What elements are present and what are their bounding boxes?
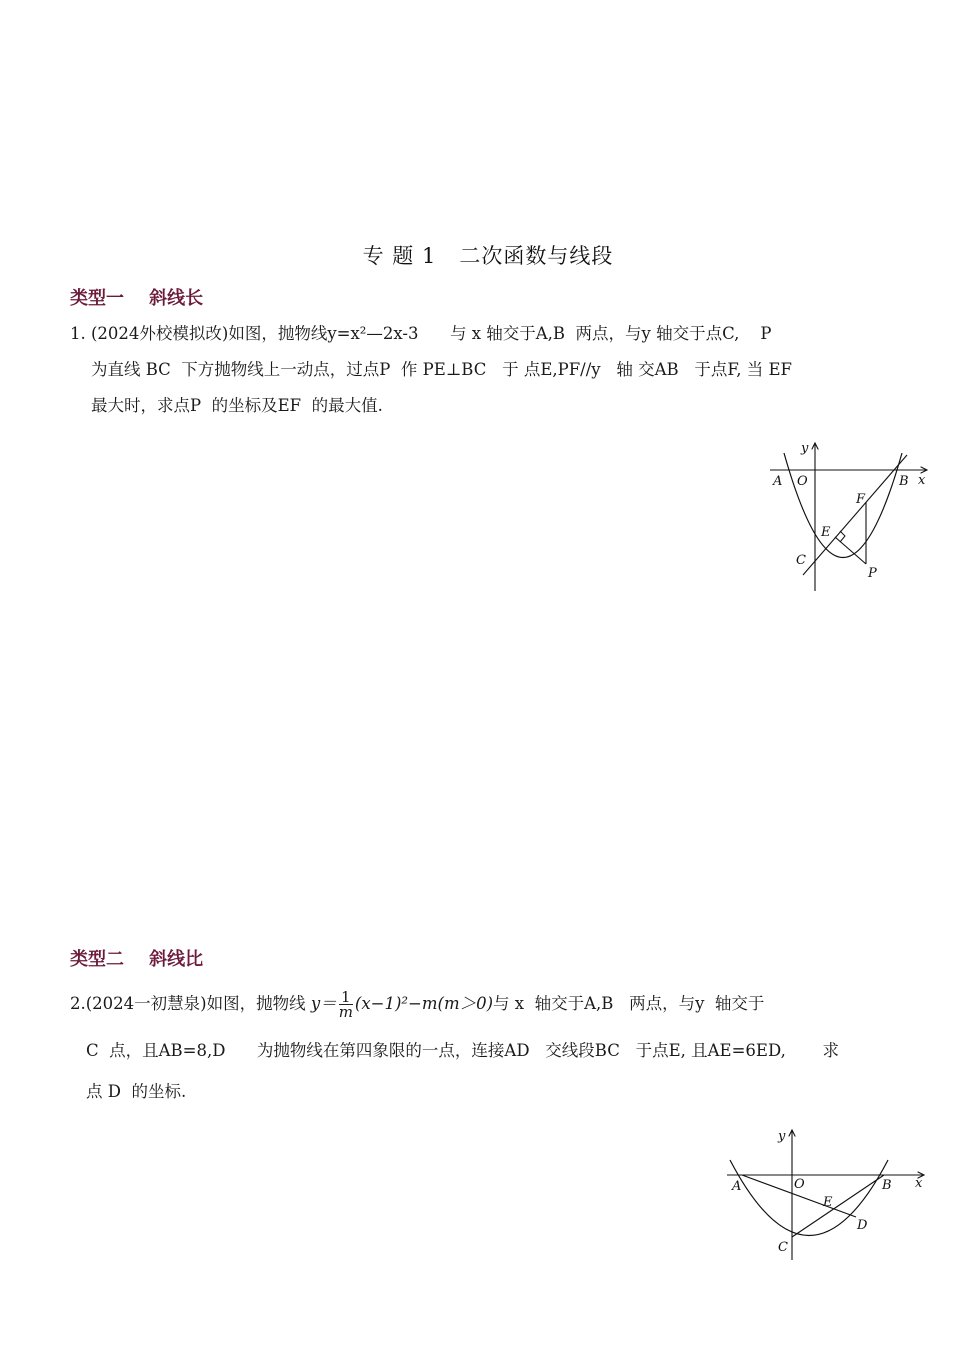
figure-2-label-o: O [794, 1177, 805, 1192]
figure-1-line-bc [803, 455, 907, 575]
problem-1-line-3: 最大时，求点P 的坐标及EF 的最大值. [91, 396, 383, 415]
section-heading-1: 类型一 斜线长 [70, 288, 204, 309]
page-title: 专 题 1 二次函数与线段 [362, 244, 614, 268]
figure-1-label-a: A [773, 474, 783, 489]
figure-1-segment-pe [835, 537, 866, 564]
problem-1-line-1: 1. (2024外校模拟改)如图，抛物线y=x²—2x-3 与 x 轴交于A,B 两点，与y 轴交于点C, P [70, 324, 772, 343]
figure-1-right-angle-mark [840, 531, 845, 542]
problem-2-fraction-numerator: 1 [339, 990, 353, 1005]
figure-2-label-c: C [778, 1240, 788, 1255]
problem-2-fraction-denominator: m [338, 1003, 353, 1021]
problem-2-line-1-prefix: 2.(2024一初慧泉)如图，抛物线 [70, 994, 311, 1013]
figure-2-parabola-diagram [722, 1125, 932, 1265]
problem-2-equation-rest: (x−1)²−m(m＞0) [354, 994, 494, 1013]
figure-1-label-e: E [821, 525, 831, 540]
figure-1-parabola-diagram [765, 435, 935, 600]
figure-2-label-a: A [732, 1179, 742, 1194]
problem-2-line-3: 点 D 的坐标. [86, 1082, 187, 1101]
figure-2-label-d: D [857, 1218, 868, 1233]
problem-2-line-1-suffix: 与 x 轴交于A,B 两点，与y 轴交于 [493, 994, 765, 1013]
figure-1-label-b: B [899, 474, 909, 489]
figure-2-label-y: y [778, 1129, 786, 1144]
figure-2-segment-bc [792, 1175, 884, 1237]
section-heading-2: 类型二 斜线比 [70, 949, 204, 970]
problem-2-equation-y: y＝ [310, 994, 337, 1013]
figure-1-parabola [784, 453, 902, 558]
problem-2-fraction [339, 990, 353, 1019]
figure-1-label-f: F [856, 492, 866, 507]
figure-1-label-c: C [796, 553, 806, 568]
figure-1-label-x: x [918, 473, 926, 488]
figure-2-label-e: E [823, 1195, 833, 1210]
figure-2-label-b: B [882, 1178, 892, 1193]
problem-2-line-1 [70, 990, 764, 1019]
problem-1-line-2: 为直线 BC 下方抛物线上一动点，过点P 作 PE⊥BC 于 点E,PF//y 轴 交AB 于点F, 当 EF [91, 360, 792, 379]
problem-2-line-2: C 点，且AB=8,D 为抛物线在第四象限的一点，连接AD 交线段BC 于点E, 且AE=6ED, 求 [86, 1041, 840, 1060]
figure-1-label-o: O [797, 474, 808, 489]
figure-1-label-y: y [801, 441, 809, 456]
figure-2-label-x: x [915, 1176, 923, 1191]
figure-1-label-p: P [868, 566, 877, 581]
